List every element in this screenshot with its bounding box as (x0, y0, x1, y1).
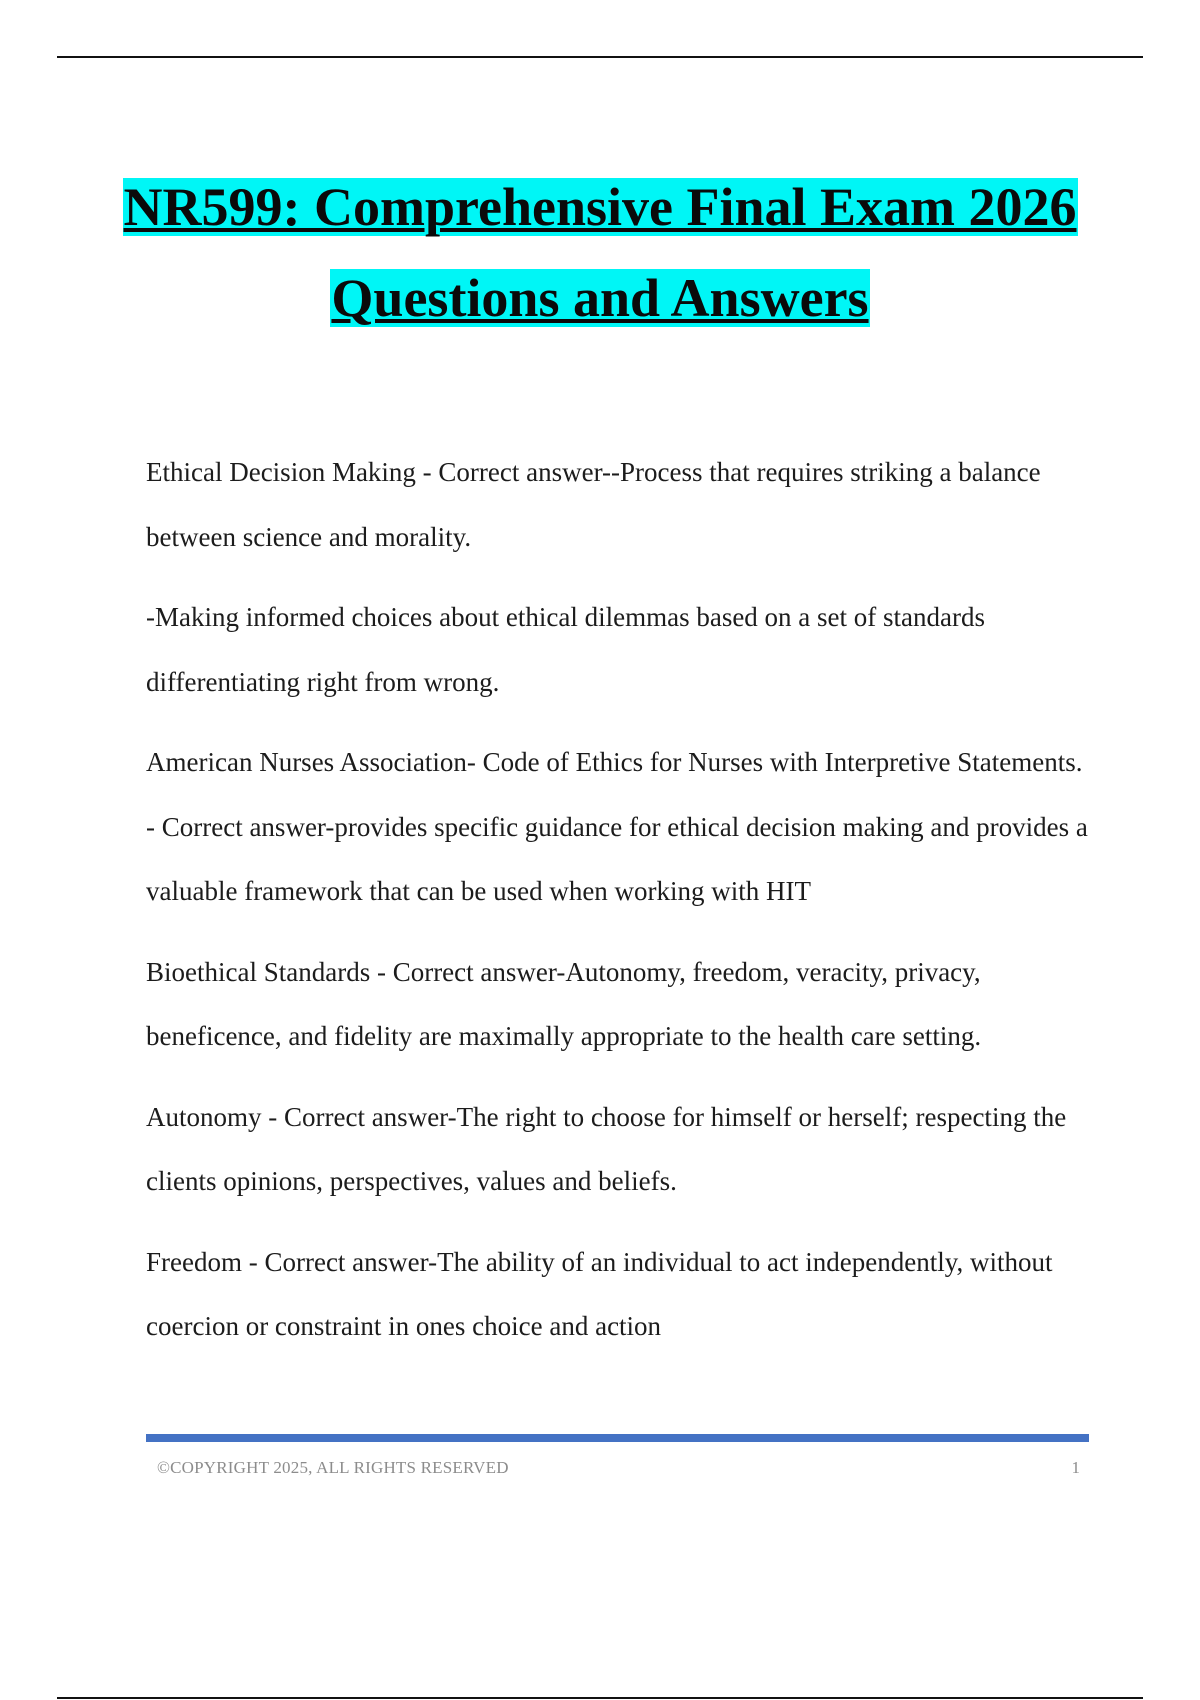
footer-copyright: ©COPYRIGHT 2025, ALL RIGHTS RESERVED (157, 1458, 509, 1477)
top-page-rule (57, 56, 1143, 58)
paragraph-informed-choices: -Making informed choices about ethical dilemmas based on a set of standards differentiating right from wrong. (146, 602, 986, 697)
paragraph-ana-code-of-ethics: American Nurses Association- Code of Ethics for Nurses with Interpretive Statements. - Correct answer-provides specific guidance for ethical decision making and provides a valuable framework that can be used when working with HIT (146, 747, 1088, 906)
paragraph-freedom: Freedom - Correct answer-The ability of an individual to act independently, without coercion or constraint in ones choice and action (146, 1246, 1053, 1341)
bottom-page-rule (57, 1697, 1143, 1699)
footer-divider-bar (146, 1434, 1089, 1442)
document-title (60, 178, 1140, 327)
title-line-2: Questions and Answers (331, 268, 869, 328)
title-line-1: NR599: Comprehensive Final Exam 2026 (123, 177, 1077, 237)
footer-page-number: 1 (1071, 1458, 1080, 1477)
paragraph-bioethical-standards: Bioethical Standards - Correct answer-Autonomy, freedom, veracity, privacy, beneficence, and fidelity are maximally appropriate to the health care setting. (146, 956, 982, 1051)
document-body (146, 440, 1091, 1375)
paragraph-ethical-decision-making: Ethical Decision Making - Correct answer--Process that requires striking a balance between science and morality. (146, 457, 1041, 552)
paragraph-autonomy: Autonomy - Correct answer-The right to choose for himself or herself; respecting the clients opinions, perspectives, values and beliefs. (146, 1101, 1067, 1196)
